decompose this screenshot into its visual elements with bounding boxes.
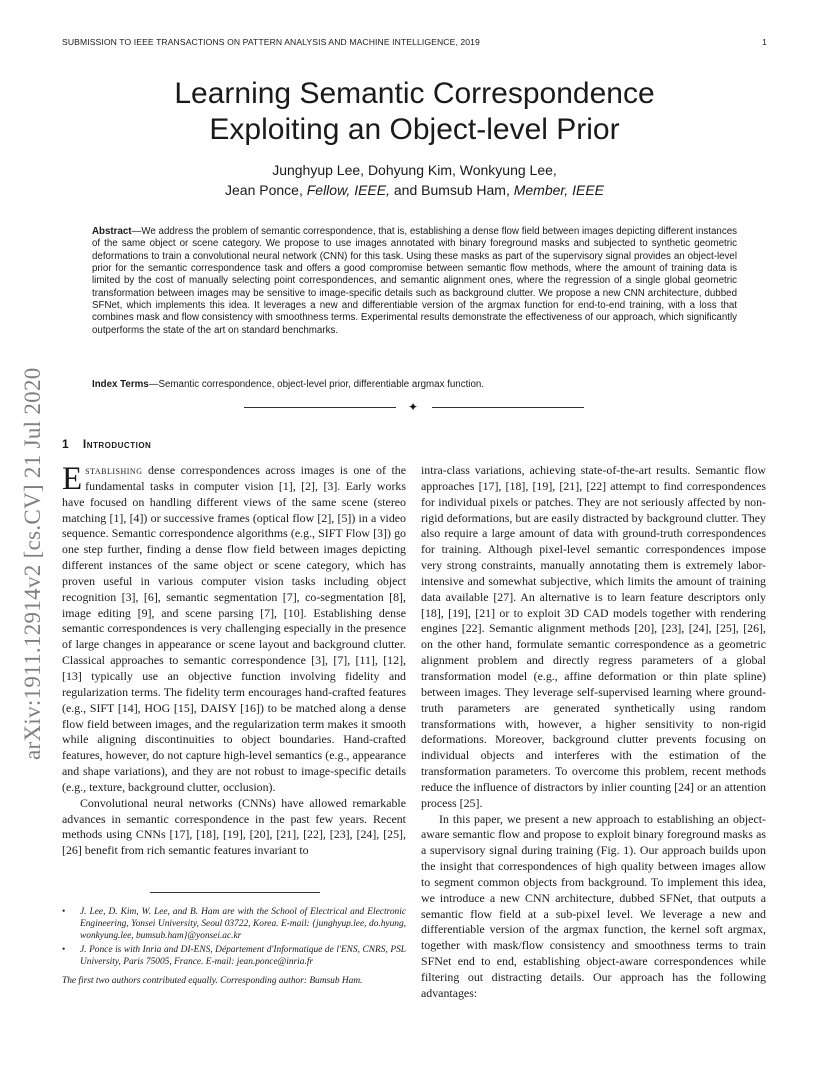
index-terms (92, 379, 737, 391)
running-head (62, 37, 767, 47)
section-title: Introduction (82, 437, 152, 451)
index-terms-text: —Semantic correspondence, object-level prior, differentiable argmax function. (148, 379, 485, 390)
authors-line-2a: Jean Ponce, (225, 182, 307, 198)
left-column (62, 463, 406, 859)
title-line-2: Exploiting an Object-level Prior (209, 113, 620, 146)
journal-name: SUBMISSION TO IEEE TRANSACTIONS ON PATTERN ANALYSIS AND MACHINE INTELLIGENCE, 2019 (62, 37, 480, 47)
footnote-1 (62, 906, 406, 942)
footnote-2 (62, 944, 406, 968)
footnote-contribution-note: The first two authors contributed equally. Corresponding author: Bumsub Ham. (62, 976, 363, 987)
bullet-icon: • (62, 907, 66, 917)
section-divider (244, 400, 584, 414)
footnote-rule (150, 892, 320, 893)
intro-paragraph-2: Convolutional neural networks (CNNs) have allowed remarkable advances in semantic correspondence in the past few years. Recent methods using CNNs [17], [18], [19], [20], [21], [22], [23], [24], [25], [26] benefit from rich semantic features invariant to (62, 795, 406, 858)
arxiv-stamp: arXiv:1911.12914v2 [cs.CV] 21 Jul 2020 (20, 367, 45, 760)
intro-paragraph-1-text: dense correspondences across images is one of the fundamental tasks in computer vision [1], [2], [3]. Early works have focused on handling different views of the same scene (stereo matching [1], [4]) or successive frames (optical flow [2], [5]) in a video sequence. Semantic correspondence algorithms (e.g., SIFT Flow [3]) go one step further, finding a dense flow field between images depicting different instances of the same object or scene category, which has proven useful in various computer vision tasks including object recognition [3], [6], semantic segmentation [7], co-segmentation [8], image editing [9], and scene parsing [7], [10]. Establishing dense semantic correspondences is very challenging especially in the presence of large changes in appearance or scene layout and background clutter. Classical approaches to semantic correspondence [3], [7], [11], [12], [13] typically use an objective function involving fidelity and regularization terms. The fidelity term encourages hand-crafted features (e.g., SIFT [14], HOG [15], DAISY [16]) to be matched along a dense flow field between images, and the regularization term makes it smooth while aligning discontinuities to object boundaries. Hand-crafted features, however, do not capture high-level semantics (e.g., appearance and shape variations), and they are not robust to image-specific details (e.g., texture, background clutter, occlusion). (62, 463, 406, 794)
diamond-icon: ✦ (408, 400, 419, 414)
authors-line-2b: and Bumsub Ham, (390, 182, 514, 198)
intro-paragraph-4: In this paper, we present a new approach to establishing an object-aware semantic flow and propose to exploit binary foreground masks as a supervisory signal during training (Fig. 1). Our approach builds upon the insight that correspondences of high quality between images allow to segment common objects from background. To implement this idea, we introduce a new CNN architecture, dubbed SFNet, that outputs a semantic flow field at a sub-pixel level. We leverage a new and differentiable version of the argmax function, the kernel soft argmax, together with mask/flow consistency and smoothness terms to train SFNet end to end, establishing object-aware correspondences while filtering out distracting details. Our approach has the following advantages: (421, 811, 766, 1000)
bullet-icon: • (62, 945, 66, 956)
divider-line-left (244, 407, 396, 408)
intro-paragraph-3: intra-class variations, achieving state-of-the-art results. Semantic flow approaches [17], [18], [19], [21], [22] attempt to find correspondences for individual pixels or patches. They are not seriously affected by non-rigid deformations, but are easily distracted by background clutter. They also require a large amount of data with ground-truth correspondences for training. Although pixel-level semantic correspondences impose very strong constraints, manually annotating them is extremely labor-intensive and somewhat subjective, which limits the amount of training data available [27]. An alternative is to learn feature descriptors only [18], [19], [21] or to exploit 3D CAD models together with rendering engines [22]. Semantic alignment methods [20], [23], [24], [25], [26], on the other hand, formulate semantic correspondence as a geometric alignment problem and directly regress parameters of a global transformation model (e.g., affine deformation or thin plate spline) between images. They leverage self-supervised learning where ground-truth parameters are generated synthetically using random transformations with, however, a higher sensitivity to non-rigid deformations. Moreover, background clutter prevents focusing on individual objects and interferes with the estimation of the transformation parameters. To overcome this problem, recent methods reduce the influence of distractors by inlier counting [24] or an attention process [25]. (421, 463, 766, 810)
paper-title (62, 76, 767, 148)
section-heading (62, 437, 151, 451)
footnote-2-text: J. Ponce is with Inria and DI-ENS, Département d'Informatique de l'ENS, CNRS, PSL University, Paris 75005, France. E-mail: jean.ponce@inria.fr (80, 945, 406, 968)
intro-paragraph-1 (62, 463, 406, 796)
authors-line-1: Junghyup Lee, Dohyung Kim, Wonkyung Lee, (272, 162, 557, 178)
fellow-title: Fellow, IEEE, (306, 182, 390, 198)
section-number: 1 (62, 437, 69, 451)
index-terms-label: Index Terms (92, 379, 149, 390)
abstract (92, 226, 737, 337)
footnotes (62, 906, 406, 988)
page-number: 1 (762, 37, 767, 47)
abstract-label: Abstract (92, 226, 132, 237)
footnote-1-text: J. Lee, D. Kim, W. Lee, and B. Ham are with the School of Electrical and Electronic Engineering, Yonsei University, Seoul 03722, Korea. E-mail: {junghyup.lee, do.hyung, wonkyung.lee, bumsub.ham}@yonsei.ac.kr (80, 907, 406, 942)
right-column (421, 463, 766, 1002)
author-list (62, 160, 767, 200)
abstract-text: —We address the problem of semantic correspondence, that is, establishing a dense flow field between images depicting different instances of the same object or scene category. We propose to use images annotated with binary foreground masks and subjected to synthetic geometric deformations to train a convolutional neural network (CNN) for this task. Using these masks as part of the supervisory signal provides an object-level prior for the semantic correspondence task and offers a good compromise between semantic flow methods, where the amount of training data is limited by the cost of manually selecting point correspondences, and semantic alignment ones, where the regression of a single global geometric transformation between images may be sensitive to image-specific details such as background clutter. We propose a new CNN architecture, dubbed SFNet, which implements this idea. It leverages a new and differentiable version of the argmax function for end-to-end training, with a loss that combines mask and flow consistency with smoothness terms. Experimental results demonstrate the effectiveness of our approach, which significantly outperforms the state of the art on standard benchmarks. (92, 226, 737, 336)
title-line-1: Learning Semantic Correspondence (174, 77, 655, 110)
divider-line-right (432, 407, 584, 408)
drop-cap: E (62, 461, 83, 497)
member-title: Member, IEEE (513, 182, 604, 198)
intro-smallcaps: stablishing (85, 463, 143, 477)
